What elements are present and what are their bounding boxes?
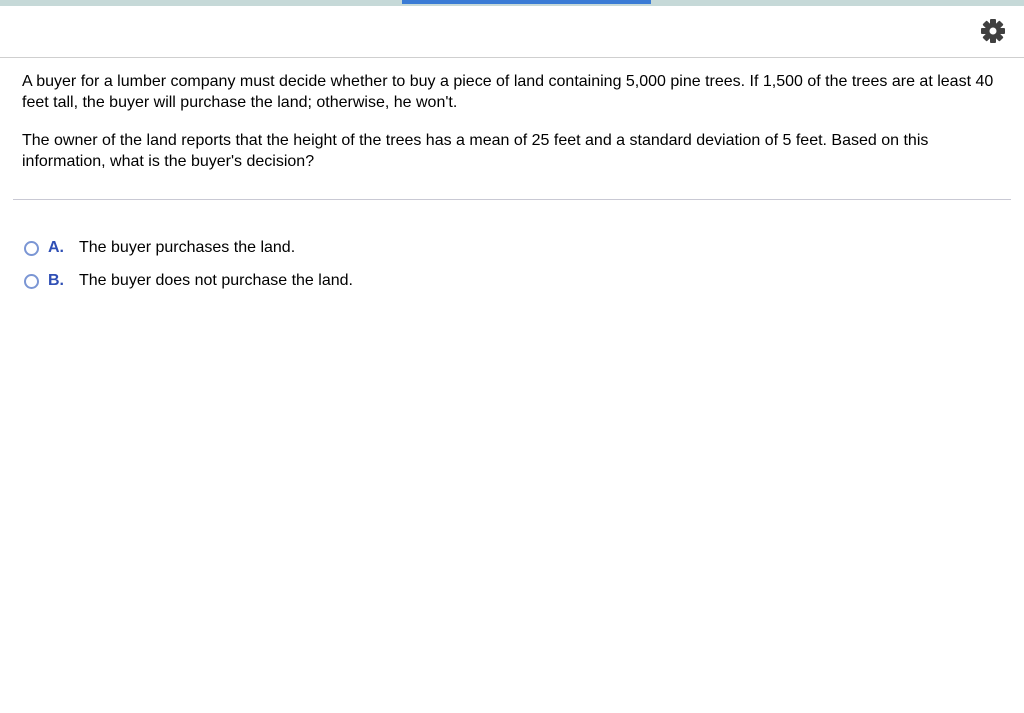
option-a-letter: A. bbox=[48, 239, 64, 256]
question-paragraph-2: The owner of the land reports that the height of the trees has a mean of 25 feet and a standard deviation of 5 feet. Based on this information, what is the buyer's decision? bbox=[22, 132, 929, 170]
gear-icon[interactable] bbox=[979, 17, 1007, 45]
option-b[interactable] bbox=[23, 270, 353, 292]
option-b-label: The buyer does not purchase the land. bbox=[79, 272, 353, 289]
option-b-radio[interactable] bbox=[24, 274, 39, 289]
option-b-letter: B. bbox=[48, 272, 64, 289]
divider bbox=[13, 199, 1011, 200]
question-paragraph-1: A buyer for a lumber company must decide whether to buy a piece of land containing 5,000 pine trees. If 1,500 of the trees are at least 40 feet tall, the buyer will purchase the land; otherwise, he won't. bbox=[22, 73, 994, 111]
answer-options bbox=[23, 237, 353, 303]
top-progress-indicator bbox=[402, 0, 651, 4]
option-a[interactable] bbox=[23, 237, 353, 259]
option-a-label: The buyer purchases the land. bbox=[79, 239, 296, 256]
question-text bbox=[22, 71, 1007, 189]
header-bar bbox=[0, 6, 1024, 58]
option-a-radio[interactable] bbox=[24, 241, 39, 256]
